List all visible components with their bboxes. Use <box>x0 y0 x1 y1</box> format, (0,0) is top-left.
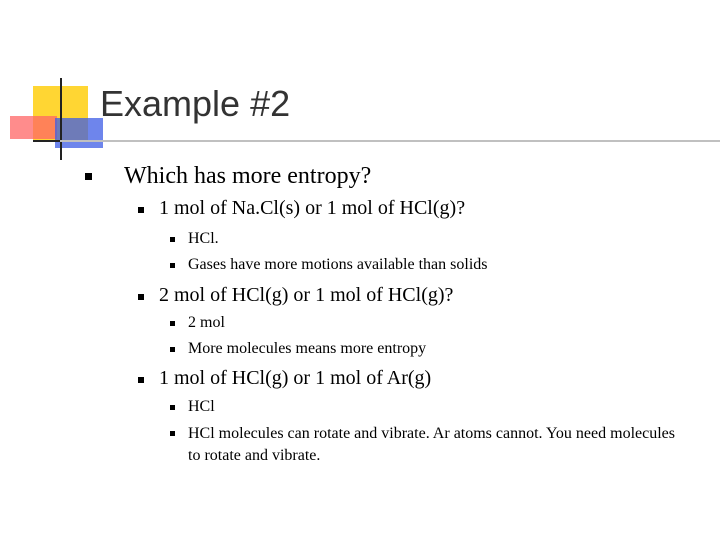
slide-title: Example #2 <box>100 83 291 124</box>
bullet-icon <box>170 237 175 242</box>
logo-red-block <box>10 116 57 139</box>
bullet-level3: 2 mol <box>188 314 225 331</box>
bullet-level3: HCl. <box>188 230 219 247</box>
bullet-level1: Which has more entropy? <box>124 163 372 189</box>
bullet-icon <box>85 173 92 180</box>
bullet-level2: 1 mol of Na.Cl(s) or 1 mol of HCl(g)? <box>159 197 466 219</box>
bullet-level3: Gases have more motions available than solids <box>188 256 488 273</box>
bullet-level2: 2 mol of HCl(g) or 1 mol of HCl(g)? <box>159 284 454 306</box>
bullet-icon <box>170 263 175 268</box>
logo-blue-block <box>55 118 103 148</box>
bullet-icon <box>138 294 144 300</box>
bullet-level3: HCl <box>188 398 215 415</box>
logo-vertical-line <box>60 78 62 160</box>
bullet-level2: 1 mol of HCl(g) or 1 mol of Ar(g) <box>159 367 432 389</box>
bullet-level3: More molecules means more entropy <box>188 340 427 357</box>
bullet-icon <box>170 347 175 352</box>
decorative-logo <box>0 0 110 170</box>
bullet-icon <box>138 207 144 213</box>
bullet-icon <box>138 377 144 383</box>
bullet-icon <box>170 405 175 410</box>
title-underline <box>60 140 720 142</box>
bullet-icon <box>170 321 175 326</box>
bullet-icon <box>170 431 175 436</box>
bullet-level3: HCl molecules can rotate and vibrate. Ar atoms cannot. You need molecules to rotate and vibrate. <box>188 425 675 464</box>
